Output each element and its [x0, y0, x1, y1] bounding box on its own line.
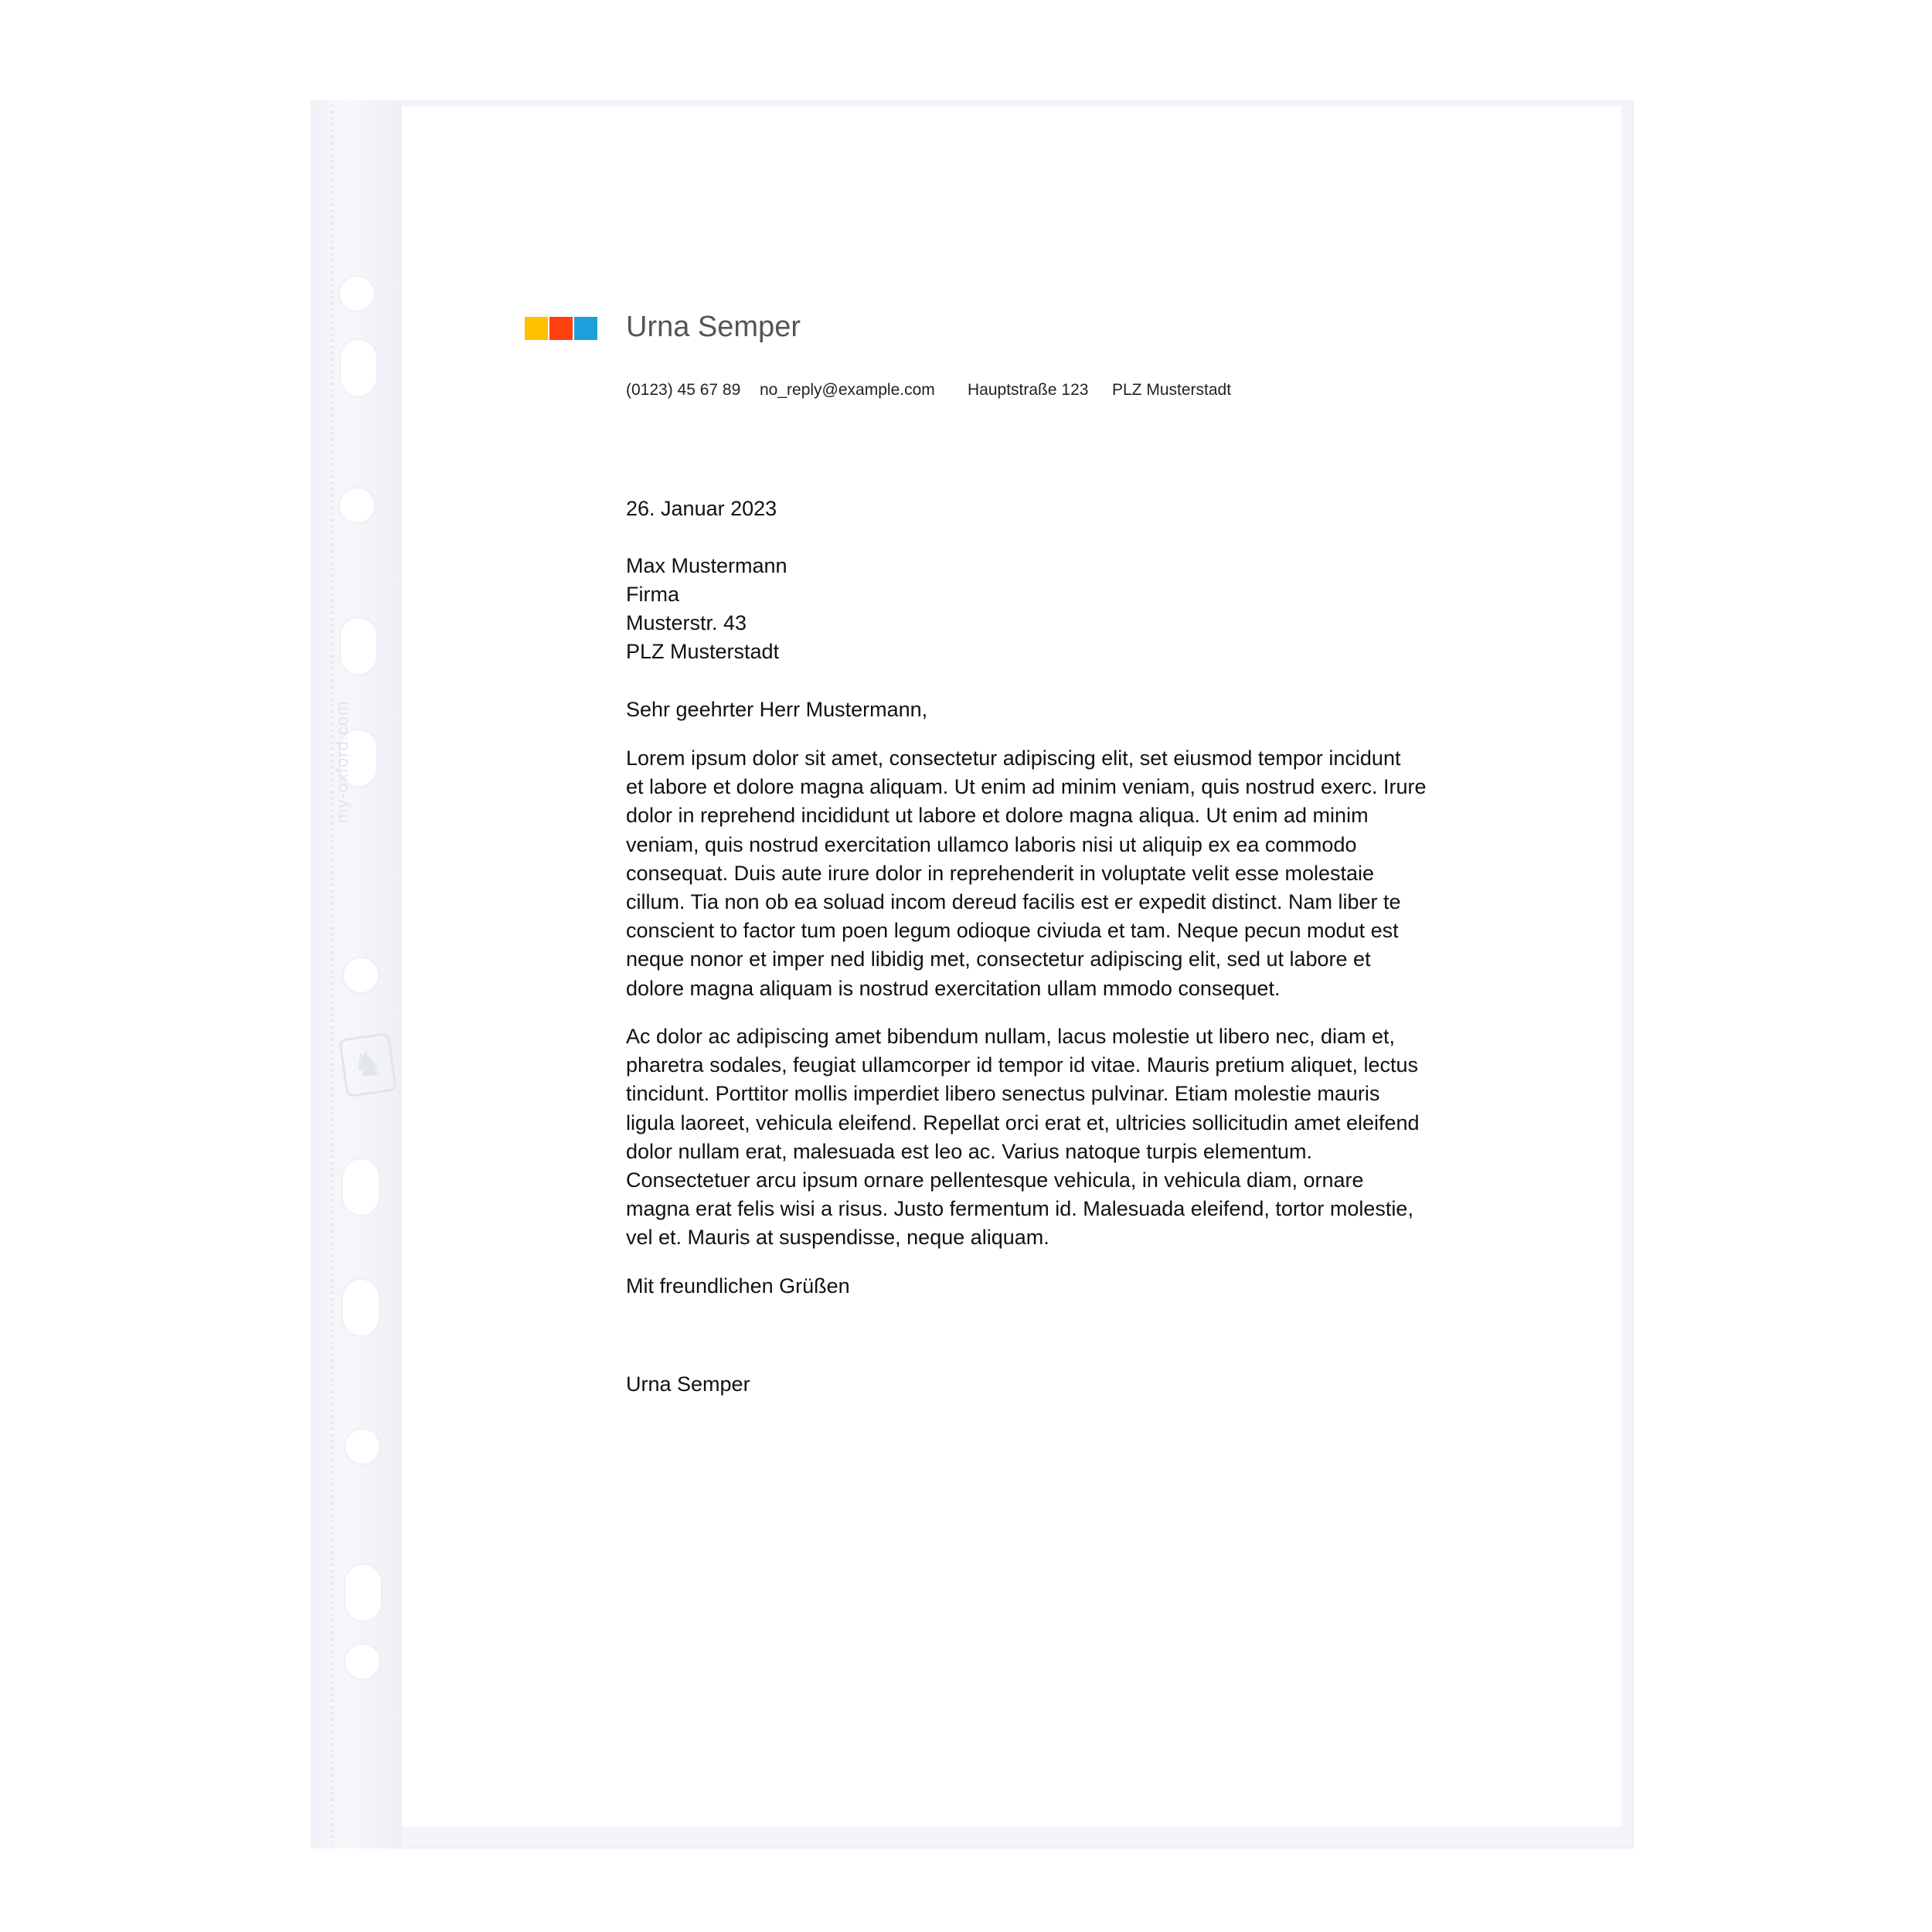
paragraph-line: Lorem ipsum dolor sit amet, consectetur adipiscing elit, set eiusmod tempor incidunt: [626, 747, 1401, 770]
recipient-city: PLZ Musterstadt: [626, 640, 780, 663]
binding-strip-edge: [331, 104, 334, 1843]
recipient-address: [626, 552, 787, 666]
recipient-company: Firma: [626, 583, 679, 606]
paragraph-line: dolore magna aliquam is nostrud exercitation ullam mmodo consequet.: [626, 976, 1281, 1000]
paragraph-line: dolor nullam erat, malesuada est leo ac. Varius natoque turpis elementum.: [626, 1139, 1312, 1163]
logo-square-red: [549, 317, 573, 340]
sleeve-watermark: my-oxford.com: [332, 700, 352, 823]
punch-hole: [341, 618, 376, 674]
body-paragraph-1: [626, 744, 1445, 1003]
signature-name: Urna Semper: [626, 1372, 750, 1396]
paragraph-line: neque nonor et imper ned libidig met, consectetur adipiscing elit, sed ut labore et: [626, 947, 1371, 971]
sender-phone: (0123) 45 67 89: [626, 381, 741, 399]
punch-hole: [344, 958, 378, 992]
sender-name: Urna Semper: [626, 311, 801, 343]
punch-hole: [340, 488, 374, 522]
logo-square-yellow: [525, 317, 548, 340]
paragraph-line: ligula laoreet, vehicula eleifend. Repellat orci erat et, ultricies sollicitudin amet eleifend: [626, 1111, 1420, 1134]
punch-hole: [340, 277, 374, 311]
paragraph-line: vel et. Mauris at suspendisse, neque aliquam.: [626, 1226, 1049, 1250]
sleeve-logo-icon: ♞: [338, 1032, 397, 1097]
sender-street: Hauptstraße 123: [968, 381, 1089, 399]
paragraph-line: pharetra sodales, feugiat ullamcorper id tempor id vitae. Mauris pretium aliquet, lectus: [626, 1053, 1418, 1077]
letterhead-logo: [525, 317, 597, 340]
punch-hole: [345, 1645, 379, 1679]
punch-hole: [345, 1565, 381, 1621]
salutation: Sehr geehrter Herr Mustermann,: [626, 698, 928, 721]
paragraph-line: Ac dolor ac adipiscing amet bibendum nullam, lacus molestie ut libero nec, diam et,: [626, 1025, 1396, 1048]
sender-email: no_reply@example.com: [760, 381, 935, 399]
paragraph-line: dolor in reprehend incididunt ut labore et dolore magna aliqua. Ut enim ad minim: [626, 804, 1369, 828]
paragraph-line: et labore et dolore magna aliquam. Ut enim ad minim veniam, quis nostrud exerc. Irure: [626, 775, 1427, 799]
logo-square-blue: [574, 317, 597, 340]
closing-phrase: Mit freundlichen Grüßen: [626, 1274, 850, 1298]
paragraph-line: veniam, quis nostrud exercitation ullamco laboris nisi ut aliquip ex ea commodo: [626, 832, 1357, 856]
paragraph-line: cillum. Tia non ob ea soluad incom dereud facilis est er expedit distinct. Nam liber te: [626, 890, 1401, 914]
recipient-street: Musterstr. 43: [626, 611, 747, 634]
body-paragraph-2: [626, 1022, 1445, 1253]
punch-hole: [343, 1159, 379, 1215]
sender-city: PLZ Musterstadt: [1112, 381, 1232, 399]
paragraph-line: tincidunt. Porttitor mollis imperdiet libero senectus pulvinar. Etiam molestie mauris: [626, 1082, 1380, 1106]
punch-hole: [345, 1430, 379, 1464]
paragraph-line: Consectetuer arcu ipsum ornare pellentesque vehicula, in vehicula diam, ornare: [626, 1168, 1364, 1192]
letter-date: 26. Januar 2023: [626, 497, 777, 520]
recipient-name: Max Mustermann: [626, 554, 787, 577]
paragraph-line: consequat. Duis aute irure dolor in reprehenderit in voluptate velit esse molestaie: [626, 861, 1375, 885]
punch-hole: [341, 340, 376, 396]
paragraph-line: conscient to factor tum poen legum odioque civiuda et tam. Neque pecun modut est: [626, 919, 1399, 943]
paragraph-line: magna erat felis wisi a risus. Justo fermentum id. Malesuada eleifend, tortor molestie,: [626, 1197, 1413, 1221]
punch-hole: [343, 1280, 379, 1335]
